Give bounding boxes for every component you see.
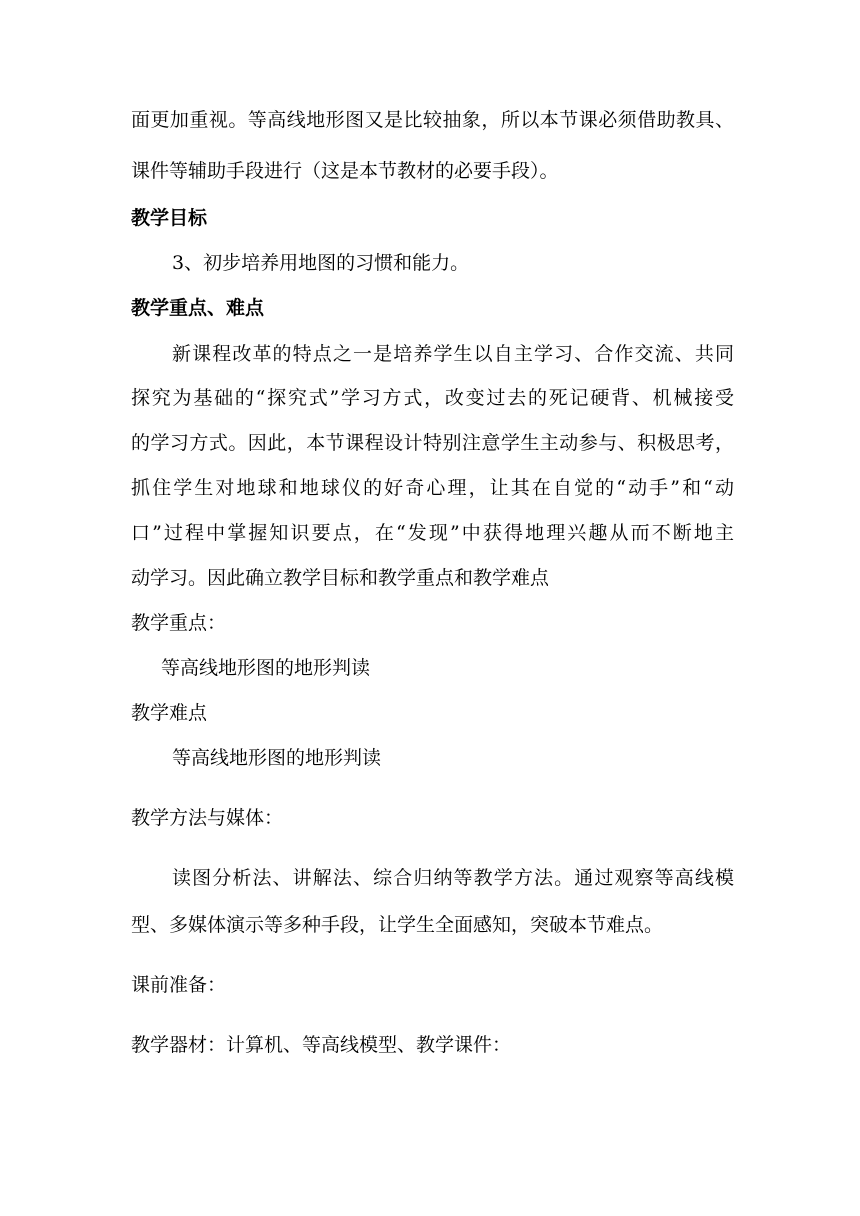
key-points-para-line-1: 新课程改革的特点之一是培养学生以自主学习、合作交流、共同 bbox=[172, 343, 734, 365]
key-points-para-line-5: 口”过程中掌握知识要点，在“发现”中获得地理兴趣从而不断地主 bbox=[131, 522, 734, 544]
key-points-para-line-4: 抓住学生对地球和地球仪的好奇心理，让其在自觉的“动手”和“动 bbox=[131, 477, 734, 499]
methods-line-1: 读图分析法、讲解法、综合归纳等教学方法。通过观察等高线模 bbox=[172, 867, 734, 889]
objective-item-3: 3、初步培养用地图的习惯和能力。 bbox=[172, 252, 470, 274]
methods-line-2: 型、多媒体演示等多种手段，让学生全面感知，突破本节难点。 bbox=[131, 914, 664, 936]
difficulty-text: 等高线地形图的地形判读 bbox=[172, 747, 382, 769]
key-points-para-line-6: 动学习。因此确立教学目标和教学重点和教学难点 bbox=[131, 567, 550, 589]
preparation-equipment: 教学器材：计算机、等高线模型、教学课件： bbox=[131, 1034, 512, 1056]
difficulty-label: 教学难点 bbox=[131, 702, 208, 724]
preparation-label: 课前准备： bbox=[131, 974, 227, 996]
intro-line-2: 课件等辅助手段进行（这是本节教材的必要手段）。 bbox=[131, 160, 559, 182]
intro-line-1: 面更加重视。等高线地形图又是比较抽象，所以本节课必须借助教具、 bbox=[131, 109, 734, 131]
key-points-heading: 教学重点、难点 bbox=[131, 297, 265, 319]
key-points-para-line-3: 的学习方式。因此，本节课程设计特别注意学生主动参与、积极思考， bbox=[131, 432, 734, 454]
methods-label: 教学方法与媒体： bbox=[131, 807, 284, 829]
key-points-para-line-2: 探究为基础的“探究式”学习方式，改变过去的死记硬背、机械接受 bbox=[131, 387, 734, 409]
objectives-heading: 教学目标 bbox=[131, 207, 208, 229]
focus-text: 等高线地形图的地形判读 bbox=[161, 657, 371, 679]
focus-label: 教学重点： bbox=[131, 612, 227, 634]
